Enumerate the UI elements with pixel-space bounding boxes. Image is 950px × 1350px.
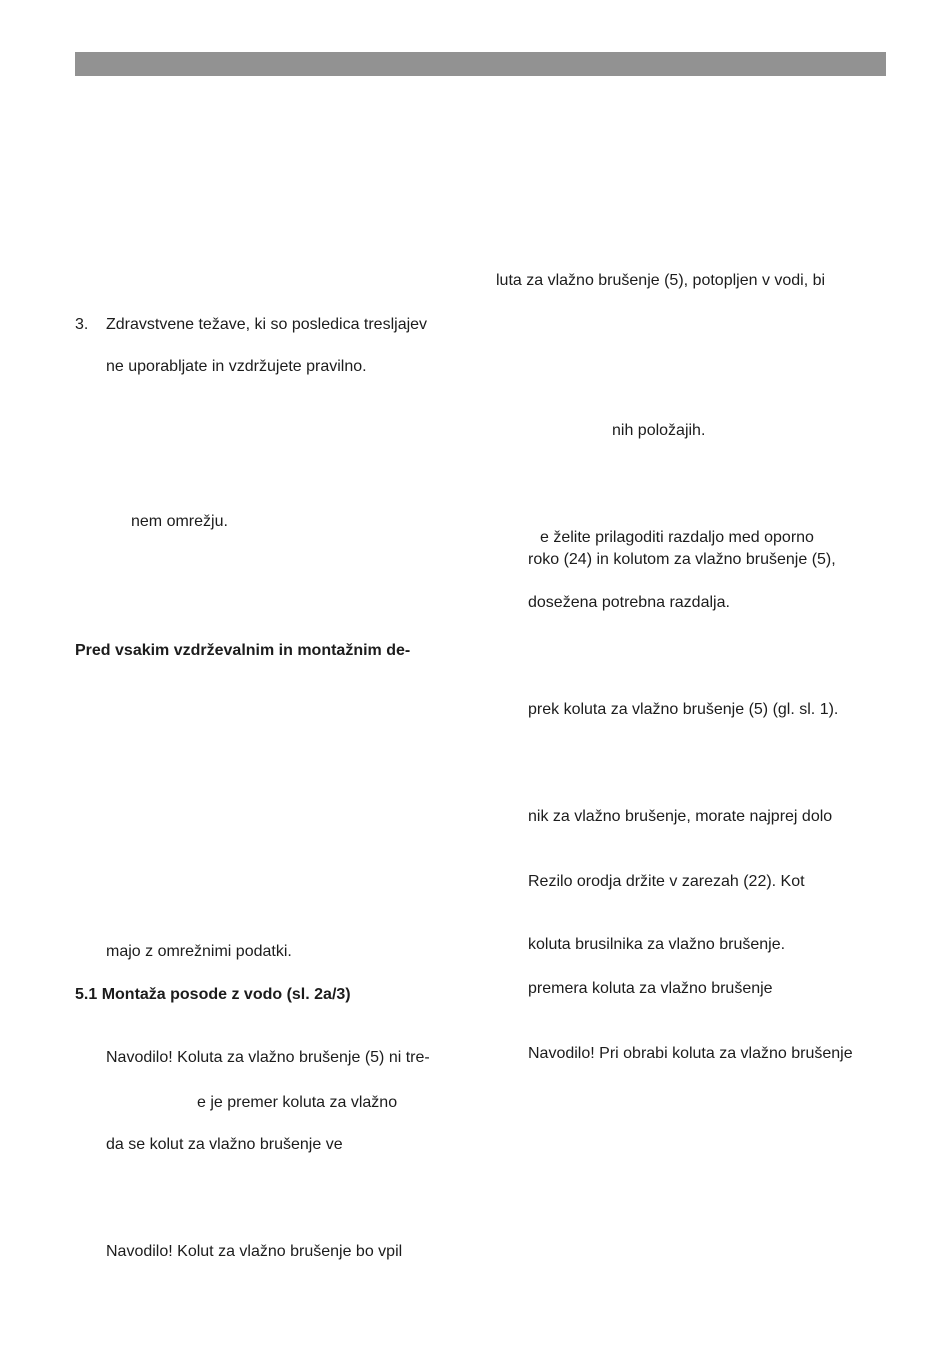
section-heading: 5.1 Montaža posode z vodo (sl. 2a/3) <box>75 986 351 1003</box>
paragraph-line: koluta brusilnika za vlažno brušenje. <box>528 936 786 953</box>
paragraph-line: prek koluta za vlažno brušenje (5) (gl. sl. 1). <box>528 701 839 718</box>
note-line: Navodilo! Koluta za vlažno brušenje (5) ni tre- <box>106 1049 430 1066</box>
paragraph-line: e želite prilagoditi razdaljo med oporno <box>540 529 814 546</box>
paragraph-line: majo z omrežnimi podatki. <box>106 943 292 960</box>
paragraph-line: Rezilo orodja držite v zarezah (22). Kot <box>528 873 805 890</box>
note-line: Navodilo! Kolut za vlažno brušenje bo vpil <box>106 1243 403 1260</box>
paragraph-line: nih položajih. <box>612 422 706 439</box>
paragraph-line: dosežena potrebna razdalja. <box>528 594 730 611</box>
paragraph-line: premera koluta za vlažno brušenje <box>528 980 773 997</box>
list-item-text: Zdravstvene težave, ki so posledica tresljajev <box>106 316 428 333</box>
warning-heading: Pred vsakim vzdrževalnim in montažnim de- <box>75 642 411 659</box>
paragraph-line: luta za vlažno brušenje (5), potopljen v vodi, bi <box>496 272 826 289</box>
paragraph-line: ne uporabljate in vzdržujete pravilno. <box>106 358 367 375</box>
note-line: Navodilo! Pri obrabi koluta za vlažno brušenje <box>528 1045 853 1062</box>
paragraph-line: roko (24) in kolutom za vlažno brušenje (5), <box>528 551 836 568</box>
paragraph-line: nik za vlažno brušenje, morate najprej dolo <box>528 808 833 825</box>
header-bar <box>75 52 886 76</box>
paragraph-line: nem omrežju. <box>131 513 228 530</box>
paragraph-line: da se kolut za vlažno brušenje ve <box>106 1136 343 1153</box>
paragraph-line: e je premer koluta za vlažno <box>197 1094 398 1111</box>
list-item-number: 3. <box>75 316 89 333</box>
